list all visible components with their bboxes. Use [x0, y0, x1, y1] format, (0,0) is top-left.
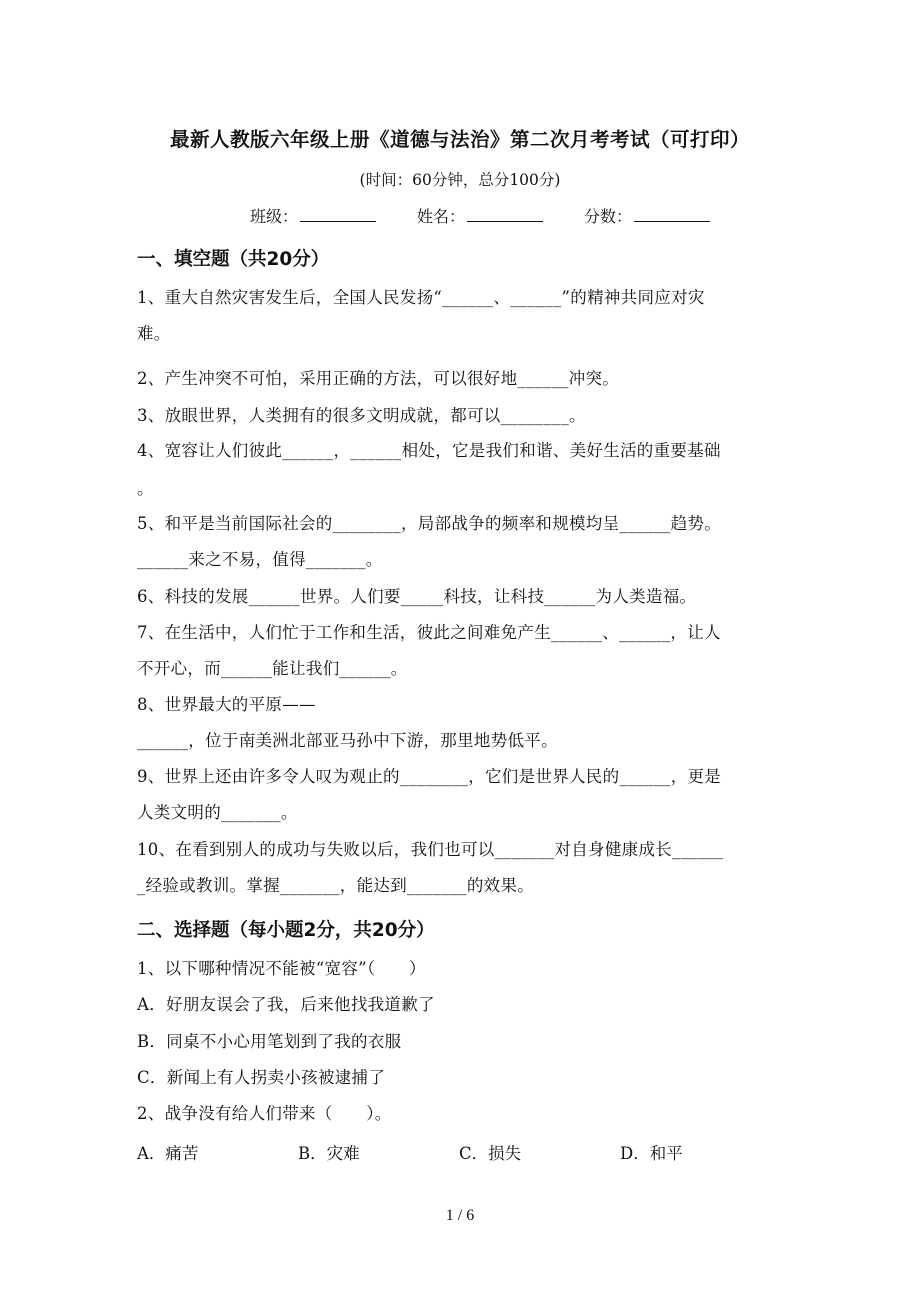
question-line: ______，位于南美洲北部亚马孙中下游，那里地势低平。 [137, 731, 558, 750]
class-label: 班级： [250, 207, 299, 226]
question-line: 难。 [137, 324, 171, 343]
choice-option: A．好朋友误会了我，后来他找我道歉了 [137, 995, 435, 1014]
name-blank [467, 207, 543, 222]
question-line: ______来之不易，值得_______。 [137, 550, 383, 569]
question-line: 不开心，而______能让我们______。 [137, 659, 408, 678]
page-number: 1 / 6 [445, 1207, 475, 1224]
choice-option-d: D．和平 [620, 1144, 683, 1163]
question-line: 6、科技的发展______世界。人们要_____科技，让科技______为人类造福。 [137, 587, 697, 606]
question-line: 1、以下哪种情况不能被“宽容”（ ） [137, 959, 426, 978]
question-line: 4、宽容让人们彼此______，______相处，它是我们和谐、美好生活的重要基础 [137, 441, 721, 460]
class-blank [300, 207, 376, 222]
question-line: 人类文明的_______。 [137, 803, 298, 822]
question-line: _经验或教训。掌握_______，能达到_______的效果。 [137, 876, 535, 895]
question-line: 2、产生冲突不可怕，采用正确的方法，可以很好地______冲突。 [137, 369, 620, 388]
score-blank [634, 207, 710, 222]
choice-option-c: C．损失 [459, 1144, 522, 1163]
question-line: 。 [137, 479, 154, 498]
question-line: 1、重大自然灾害发生后，全国人民发扬“______、______”的精神共同应对灾 [137, 288, 705, 307]
document-title: 最新人教版六年级上册《道德与法治》第二次月考考试（可打印） [169, 128, 750, 151]
question-line: 3、放眼世界，人类拥有的很多文明成就，都可以________。 [137, 406, 586, 425]
score-label: 分数： [584, 207, 633, 226]
choice-option: C．新闻上有人拐卖小孩被逮捕了 [137, 1068, 386, 1087]
question-line: 8、世界最大的平原—— [137, 695, 316, 714]
exam-duration: (时间：60分钟，总分100分) [359, 171, 561, 189]
section-fill-in-heading: 一、填空题（共20分） [137, 249, 330, 270]
question-line: 9、世界上还由许多令人叹为观止的________，它们是世界人民的______，更是 [137, 767, 722, 786]
question-line: 5、和平是当前国际社会的________，局部战争的频率和规模均呈______趋势。 [137, 514, 722, 533]
class-field [250, 204, 376, 227]
name-field [417, 204, 543, 227]
section-choice-heading: 二、选择题（每小题2分，共20分） [137, 920, 435, 941]
question-line: 2、战争没有给人们带来（ ）。 [137, 1104, 392, 1123]
question-line: 7、在生活中，人们忙于工作和生活，彼此之间难免产生______、______，让人 [137, 623, 721, 642]
question-line: 10、在看到别人的成功与失败以后，我们也可以_______对自身健康成长______ [137, 840, 724, 859]
score-field [584, 204, 710, 227]
choice-option-b: B．灾难 [298, 1144, 360, 1163]
choice-option-a: A．痛苦 [137, 1144, 199, 1163]
name-label: 姓名： [417, 207, 466, 226]
choice-option: B．同桌不小心用笔划到了我的衣服 [137, 1032, 402, 1051]
